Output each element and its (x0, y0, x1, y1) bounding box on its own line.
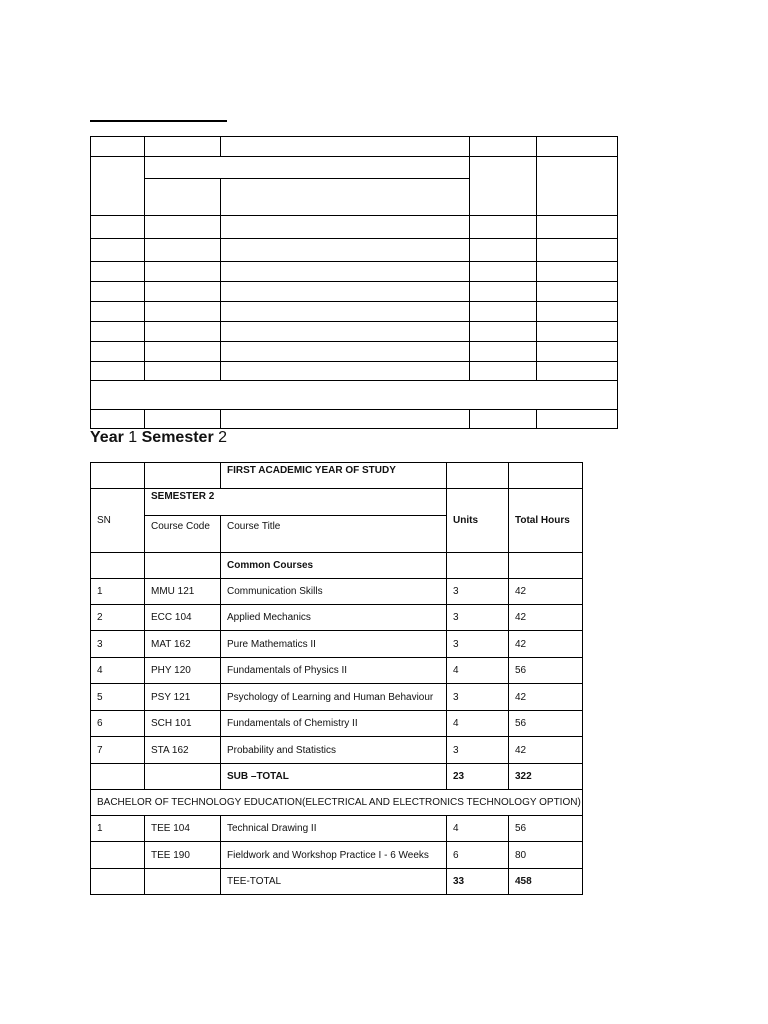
row-units: 4 (447, 816, 509, 842)
row-code: PSY 121 (145, 684, 221, 711)
row-title: Fundamentals of Physics II (221, 658, 447, 684)
common-courses-label: Common Courses (221, 553, 447, 579)
blank-cell (509, 463, 583, 489)
row-units: 3 (447, 631, 509, 658)
row-title: Pure Mathematics II (221, 631, 447, 658)
row-hours: 42 (509, 605, 583, 631)
row-title: Probability and Statistics (221, 737, 447, 764)
row-units: 4 (447, 711, 509, 737)
corner-cell (91, 463, 145, 489)
row-title: Fundamentals of Chemistry II (221, 711, 447, 737)
table-row (91, 737, 583, 764)
option-heading: BACHELOR OF TECHNOLOGY EDUCATION(ELECTRICAL AND ELECTRONICS TECHNOLOGY OPTION) (91, 790, 583, 816)
blank-cell (145, 553, 221, 579)
sn-header: SN (91, 489, 145, 553)
row-title: Technical Drawing II (221, 816, 447, 842)
heading-year-number: 1 (128, 429, 138, 446)
row-units: 3 (447, 684, 509, 711)
total-units: 33 (447, 869, 509, 895)
row-code: PHY 120 (145, 658, 221, 684)
row-units: 4 (447, 658, 509, 684)
row-code: SCH 101 (145, 711, 221, 737)
table-row (91, 842, 583, 869)
subtotal-hours: 322 (509, 764, 583, 790)
total-row (91, 869, 583, 895)
row-hours: 56 (509, 711, 583, 737)
row-sn: 2 (91, 605, 145, 631)
blank-cell (447, 553, 509, 579)
empty-table (90, 136, 618, 429)
blank-cell (91, 869, 145, 895)
row-sn: 1 (91, 579, 145, 605)
heading-year-word: Year (90, 429, 124, 446)
row-code: STA 162 (145, 737, 221, 764)
row-title: Communication Skills (221, 579, 447, 605)
row-title: Fieldwork and Workshop Practice I - 6 Weeks (221, 842, 447, 869)
code-header: Course Code (145, 516, 221, 553)
heading-semester-number: 2 (218, 429, 228, 446)
heading-semester-word: Semester (141, 429, 214, 446)
row-code: TEE 104 (145, 816, 221, 842)
table-title: FIRST ACADEMIC YEAR OF STUDY (221, 463, 447, 489)
hours-header: Total Hours (509, 489, 583, 553)
section-heading (90, 429, 227, 447)
row-hours: 56 (509, 816, 583, 842)
subtotal-units: 23 (447, 764, 509, 790)
total-label: TEE-TOTAL (221, 869, 447, 895)
table-row (91, 816, 583, 842)
row-title: Psychology of Learning and Human Behaviour (221, 684, 447, 711)
blank-cell (145, 869, 221, 895)
row-sn: 6 (91, 711, 145, 737)
section-underline (90, 120, 227, 122)
row-code: ECC 104 (145, 605, 221, 631)
row-sn: 1 (91, 816, 145, 842)
blank-cell (91, 764, 145, 790)
units-header: Units (447, 489, 509, 553)
row-hours: 42 (509, 631, 583, 658)
row-hours: 42 (509, 737, 583, 764)
row-sn: 7 (91, 737, 145, 764)
row-hours: 56 (509, 658, 583, 684)
row-hours: 42 (509, 579, 583, 605)
row-hours: 80 (509, 842, 583, 869)
row-hours: 42 (509, 684, 583, 711)
row-sn: 5 (91, 684, 145, 711)
row-code: MMU 121 (145, 579, 221, 605)
blank-cell (145, 764, 221, 790)
row-sn (91, 842, 145, 869)
row-units: 3 (447, 605, 509, 631)
subtotal-label: SUB –TOTAL (221, 764, 447, 790)
row-title: Applied Mechanics (221, 605, 447, 631)
row-units: 3 (447, 737, 509, 764)
row-units: 3 (447, 579, 509, 605)
course-table (90, 462, 583, 895)
row-code: MAT 162 (145, 631, 221, 658)
row-sn: 3 (91, 631, 145, 658)
row-units: 6 (447, 842, 509, 869)
blank-cell (91, 553, 145, 579)
blank-cell (509, 553, 583, 579)
subtotal-row (91, 764, 583, 790)
semester-label: SEMESTER 2 (145, 489, 447, 516)
blank-cell (447, 463, 509, 489)
blank-cell (145, 463, 221, 489)
table-row (91, 579, 583, 605)
table-row (91, 684, 583, 711)
table-row (91, 631, 583, 658)
table-row (91, 711, 583, 737)
title-header: Course Title (221, 516, 447, 553)
table-row (91, 658, 583, 684)
total-hours: 458 (509, 869, 583, 895)
row-code: TEE 190 (145, 842, 221, 869)
table-row (91, 605, 583, 631)
row-sn: 4 (91, 658, 145, 684)
